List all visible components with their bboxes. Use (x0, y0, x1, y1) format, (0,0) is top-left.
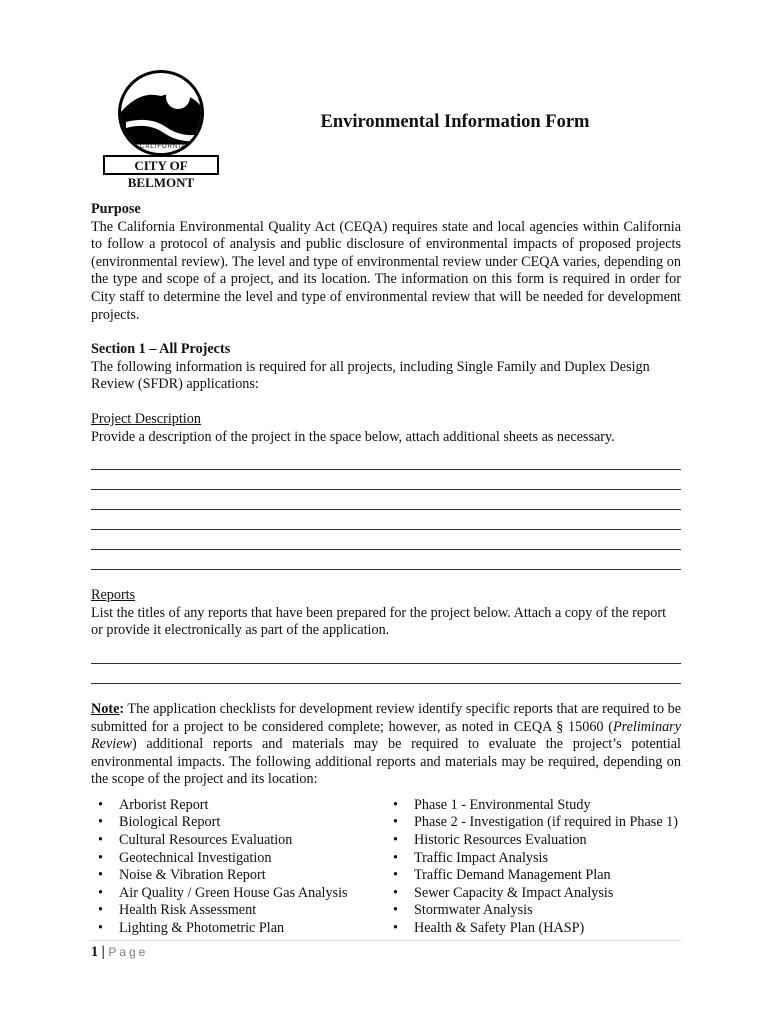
section-1-body: The following information is required for all projects, including Single Family and Duplex Design Review (SFDR) applications: (91, 358, 650, 393)
list-item: • Noise & Vibration Report (91, 867, 386, 885)
list-item: • Cultural Resources Evaluation (91, 832, 386, 850)
note-colon: : (119, 700, 125, 717)
form-content (91, 201, 681, 938)
logo-city-name: CITY OF BELMONT (127, 158, 195, 190)
list-item: • Lighting & Photometric Plan (91, 920, 386, 938)
project-description-line[interactable] (91, 470, 681, 490)
reports-list-right (386, 797, 678, 938)
additional-reports-list (91, 797, 681, 938)
reports-section (91, 587, 681, 684)
note-italic-term: Preliminary Review (91, 718, 681, 753)
list-item: • Health Risk Assessment (91, 902, 386, 920)
project-description-line[interactable] (91, 490, 681, 510)
note-text-2: ) additional reports and materials may be required to evaluate the project’s potential environmental impacts. The following additional reports and materials may be required, depending on the scope of the project and its location: (91, 736, 681, 788)
project-description-line[interactable] (91, 530, 681, 550)
section-1-heading: Section 1 – All Projects (91, 341, 231, 358)
logo-top-text: CALIFORNIA (140, 144, 187, 150)
reports-lines (91, 644, 681, 684)
note-text-1: The application checklists for development review identify specific reports that are required to be submitted for a project to be considered complete; however, as noted in CEQA § 15060 ( (91, 700, 681, 735)
reports-instructions: List the titles of any reports that have been prepared for the project below. Attach a copy of the report or provide it electronically as part of the application. (91, 604, 667, 639)
list-item: • Phase 1 - Environmental Study (386, 797, 678, 815)
reports-list-left (91, 797, 386, 938)
list-item: • Geotechnical Investigation (91, 850, 386, 868)
note-label: Note (91, 700, 120, 717)
note-paragraph (91, 701, 681, 789)
list-item: • Traffic Demand Management Plan (386, 867, 678, 885)
list-item: • Biological Report (91, 814, 386, 832)
project-description-section (91, 411, 681, 570)
list-item: • Stormwater Analysis (386, 902, 678, 920)
purpose-section (91, 201, 681, 324)
reports-line[interactable] (91, 644, 681, 664)
project-description-line[interactable] (91, 550, 681, 570)
form-title: Environmental Information Form (320, 112, 590, 132)
reports-line[interactable] (91, 664, 681, 684)
list-item: • Historic Resources Evaluation (386, 832, 678, 850)
page-separator: | (98, 944, 109, 960)
list-item: • Traffic Impact Analysis (386, 850, 678, 868)
section-1 (91, 341, 681, 394)
list-item: • Health & Safety Plan (HASP) (386, 920, 678, 938)
page-footer (91, 940, 681, 962)
list-item: • Air Quality / Green House Gas Analysis (91, 885, 386, 903)
page-number: 1 (91, 944, 99, 960)
project-description-heading: Project Description (91, 410, 201, 427)
project-description-instructions: Provide a description of the project in the space below, attach additional sheets as necessary. (91, 428, 615, 445)
page-label: Page (108, 945, 149, 959)
list-item: • Phase 2 - Investigation (if required in Phase 1) (386, 814, 678, 832)
purpose-body: The California Environmental Quality Act (CEQA) requires state and local agencies within California to follow a protocol of analysis and public disclosure of environmental impacts of proposed projects (environmental review). The level and type of environmental review under CEQA varies, depending on the type and scope of a project, and its location. The information on this form is required in order for City staff to determine the level and type of environmental review that will be needed for development projects. (91, 218, 681, 323)
project-description-line[interactable] (91, 510, 681, 530)
reports-heading: Reports (91, 587, 136, 604)
list-item: • Sewer Capacity & Impact Analysis (386, 885, 678, 903)
list-item: • Arborist Report (91, 797, 386, 815)
project-description-lines (91, 450, 681, 570)
note-section (91, 701, 681, 789)
project-description-line[interactable] (91, 450, 681, 470)
purpose-heading: Purpose (91, 201, 141, 217)
